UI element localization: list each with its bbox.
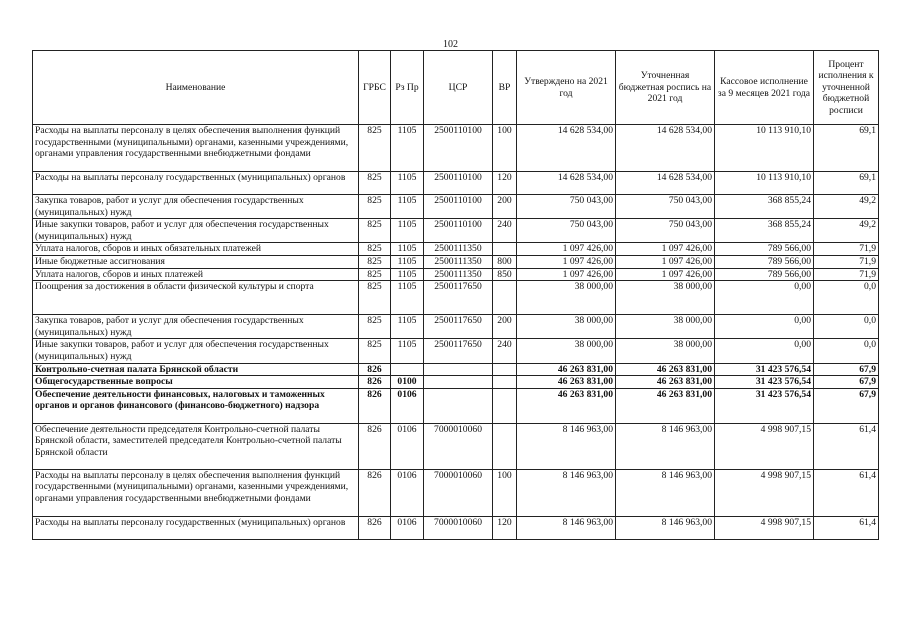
cell-csr: 2500111350 xyxy=(424,255,493,268)
cell-grbs: 826 xyxy=(359,469,391,516)
cell-grbs: 825 xyxy=(359,125,391,172)
cell-vr: 850 xyxy=(493,268,517,281)
cell-cash: 789 566,00 xyxy=(715,268,814,281)
cell-rzpr: 0106 xyxy=(391,388,424,423)
cell-rzpr: 1105 xyxy=(391,125,424,172)
cell-percent: 0,0 xyxy=(814,315,879,339)
cell-approved: 1 097 426,00 xyxy=(517,255,616,268)
cell-name: Закупка товаров, работ и услуг для обеспечения государственных (муниципальных) нужд xyxy=(33,315,359,339)
cell-approved: 38 000,00 xyxy=(517,315,616,339)
cell-refined: 46 263 831,00 xyxy=(616,388,715,423)
col-header-approved: Утверждено на 2021 год xyxy=(517,51,616,125)
cell-cash: 789 566,00 xyxy=(715,255,814,268)
cell-rzpr: 1105 xyxy=(391,195,424,219)
cell-refined: 750 043,00 xyxy=(616,195,715,219)
cell-approved: 38 000,00 xyxy=(517,281,616,315)
cell-refined: 46 263 831,00 xyxy=(616,363,715,376)
cell-percent: 49,2 xyxy=(814,219,879,243)
cell-csr: 7000010060 xyxy=(424,469,493,516)
cell-vr xyxy=(493,243,517,256)
cell-refined: 14 628 534,00 xyxy=(616,125,715,172)
cell-grbs: 825 xyxy=(359,281,391,315)
cell-approved: 750 043,00 xyxy=(517,219,616,243)
cell-csr: 2500111350 xyxy=(424,243,493,256)
cell-csr: 2500110100 xyxy=(424,172,493,195)
cell-name: Иные закупки товаров, работ и услуг для обеспечения государственных (муниципальных) нужд xyxy=(33,219,359,243)
cell-percent: 67,9 xyxy=(814,388,879,423)
col-header-refined: Уточненная бюджетная роспись на 2021 год xyxy=(616,51,715,125)
cell-csr: 2500117650 xyxy=(424,315,493,339)
cell-approved: 46 263 831,00 xyxy=(517,388,616,423)
col-header-csr: ЦСР xyxy=(424,51,493,125)
cell-approved: 46 263 831,00 xyxy=(517,363,616,376)
cell-name: Контрольно-счетная палата Брянской области xyxy=(33,363,359,376)
cell-rzpr: 1105 xyxy=(391,172,424,195)
cell-name: Расходы на выплаты персоналу в целях обеспечения выполнения функций государственными (муниципальными) органами, казенными учреждениями, органами управления государственными внебюджетными фондами xyxy=(33,125,359,172)
cell-percent: 71,9 xyxy=(814,255,879,268)
cell-percent: 0,0 xyxy=(814,339,879,363)
cell-rzpr: 1105 xyxy=(391,315,424,339)
cell-name: Расходы на выплаты персоналу в целях обеспечения выполнения функций государственными (муниципальными) органами, казенными учреждениями, органами управления государственными внебюджетными фондами xyxy=(33,469,359,516)
cell-vr xyxy=(493,388,517,423)
cell-name: Уплата налогов, сборов и иных обязательных платежей xyxy=(33,243,359,256)
table-row xyxy=(33,219,879,243)
cell-vr: 240 xyxy=(493,339,517,363)
cell-grbs: 825 xyxy=(359,339,391,363)
cell-refined: 1 097 426,00 xyxy=(616,268,715,281)
table-row xyxy=(33,423,879,469)
cell-percent: 71,9 xyxy=(814,243,879,256)
col-header-grbs: ГРБС xyxy=(359,51,391,125)
cell-rzpr: 0106 xyxy=(391,516,424,539)
cell-approved: 8 146 963,00 xyxy=(517,423,616,469)
col-header-cash: Кассовое исполнение за 9 месяцев 2021 года xyxy=(715,51,814,125)
cell-vr: 120 xyxy=(493,516,517,539)
cell-percent: 71,9 xyxy=(814,268,879,281)
cell-vr: 100 xyxy=(493,469,517,516)
cell-csr: 2500110100 xyxy=(424,195,493,219)
cell-vr xyxy=(493,281,517,315)
cell-percent: 61,4 xyxy=(814,423,879,469)
cell-approved: 1 097 426,00 xyxy=(517,268,616,281)
col-header-percent: Процент исполнения к уточненной бюджетной росписи xyxy=(814,51,879,125)
cell-percent: 61,4 xyxy=(814,469,879,516)
cell-percent: 69,1 xyxy=(814,172,879,195)
cell-grbs: 826 xyxy=(359,388,391,423)
cell-vr: 100 xyxy=(493,125,517,172)
cell-refined: 750 043,00 xyxy=(616,219,715,243)
cell-cash: 368 855,24 xyxy=(715,195,814,219)
cell-cash: 4 998 907,15 xyxy=(715,423,814,469)
cell-name: Расходы на выплаты персоналу государственных (муниципальных) органов xyxy=(33,172,359,195)
cell-approved: 8 146 963,00 xyxy=(517,469,616,516)
cell-approved: 46 263 831,00 xyxy=(517,376,616,389)
cell-approved: 750 043,00 xyxy=(517,195,616,219)
table-row xyxy=(33,243,879,256)
cell-approved: 38 000,00 xyxy=(517,339,616,363)
table-row xyxy=(33,172,879,195)
cell-csr: 2500110100 xyxy=(424,219,493,243)
page-number: 102 xyxy=(443,39,458,50)
cell-approved: 14 628 534,00 xyxy=(517,172,616,195)
cell-vr: 200 xyxy=(493,315,517,339)
cell-csr: 2500117650 xyxy=(424,281,493,315)
cell-rzpr: 1105 xyxy=(391,243,424,256)
table-row xyxy=(33,255,879,268)
cell-percent: 67,9 xyxy=(814,363,879,376)
cell-refined: 38 000,00 xyxy=(616,339,715,363)
cell-csr xyxy=(424,376,493,389)
cell-grbs: 826 xyxy=(359,363,391,376)
cell-rzpr xyxy=(391,363,424,376)
cell-percent: 69,1 xyxy=(814,125,879,172)
cell-vr: 120 xyxy=(493,172,517,195)
table-row xyxy=(33,315,879,339)
cell-grbs: 825 xyxy=(359,219,391,243)
cell-cash: 10 113 910,10 xyxy=(715,125,814,172)
cell-grbs: 826 xyxy=(359,376,391,389)
table-row xyxy=(33,281,879,315)
cell-csr: 2500117650 xyxy=(424,339,493,363)
cell-refined: 38 000,00 xyxy=(616,281,715,315)
cell-vr xyxy=(493,363,517,376)
cell-approved: 14 628 534,00 xyxy=(517,125,616,172)
cell-cash: 31 423 576,54 xyxy=(715,388,814,423)
cell-percent: 61,4 xyxy=(814,516,879,539)
cell-vr: 800 xyxy=(493,255,517,268)
cell-cash: 0,00 xyxy=(715,281,814,315)
budget-execution-table xyxy=(32,50,879,540)
cell-refined: 8 146 963,00 xyxy=(616,516,715,539)
cell-name: Поощрения за достижения в области физической культуры и спорта xyxy=(33,281,359,315)
cell-vr: 240 xyxy=(493,219,517,243)
cell-csr: 2500110100 xyxy=(424,125,493,172)
cell-rzpr: 1105 xyxy=(391,219,424,243)
cell-vr xyxy=(493,376,517,389)
cell-rzpr: 0100 xyxy=(391,376,424,389)
cell-cash: 31 423 576,54 xyxy=(715,376,814,389)
cell-csr: 7000010060 xyxy=(424,423,493,469)
table-body xyxy=(33,125,879,540)
cell-rzpr: 1105 xyxy=(391,268,424,281)
cell-name: Иные бюджетные ассигнования xyxy=(33,255,359,268)
cell-refined: 1 097 426,00 xyxy=(616,255,715,268)
cell-refined: 46 263 831,00 xyxy=(616,376,715,389)
cell-name: Закупка товаров, работ и услуг для обеспечения государственных (муниципальных) нужд xyxy=(33,195,359,219)
cell-percent: 0,0 xyxy=(814,281,879,315)
col-header-rzpr: Рз Пр xyxy=(391,51,424,125)
cell-grbs: 825 xyxy=(359,315,391,339)
cell-refined: 14 628 534,00 xyxy=(616,172,715,195)
cell-cash: 4 998 907,15 xyxy=(715,469,814,516)
cell-name: Расходы на выплаты персоналу государственных (муниципальных) органов xyxy=(33,516,359,539)
table-row xyxy=(33,363,879,376)
cell-csr xyxy=(424,388,493,423)
cell-name: Уплата налогов, сборов и иных платежей xyxy=(33,268,359,281)
cell-refined: 8 146 963,00 xyxy=(616,469,715,516)
cell-grbs: 825 xyxy=(359,243,391,256)
cell-refined: 1 097 426,00 xyxy=(616,243,715,256)
cell-cash: 4 998 907,15 xyxy=(715,516,814,539)
cell-name: Обеспечение деятельности финансовых, налоговых и таможенных органов и органов финансового (финансово-бюджетного) надзора xyxy=(33,388,359,423)
cell-cash: 0,00 xyxy=(715,315,814,339)
cell-rzpr: 1105 xyxy=(391,339,424,363)
col-header-name: Наименование xyxy=(33,51,359,125)
cell-grbs: 825 xyxy=(359,268,391,281)
cell-grbs: 826 xyxy=(359,423,391,469)
cell-vr xyxy=(493,423,517,469)
cell-rzpr: 0106 xyxy=(391,469,424,516)
cell-refined: 8 146 963,00 xyxy=(616,423,715,469)
cell-grbs: 825 xyxy=(359,255,391,268)
cell-csr: 2500111350 xyxy=(424,268,493,281)
table-row xyxy=(33,339,879,363)
table-row xyxy=(33,376,879,389)
cell-name: Общегосударственные вопросы xyxy=(33,376,359,389)
cell-percent: 67,9 xyxy=(814,376,879,389)
cell-csr: 7000010060 xyxy=(424,516,493,539)
cell-rzpr: 1105 xyxy=(391,255,424,268)
cell-grbs: 825 xyxy=(359,172,391,195)
table-row xyxy=(33,125,879,172)
cell-approved: 1 097 426,00 xyxy=(517,243,616,256)
cell-approved: 8 146 963,00 xyxy=(517,516,616,539)
cell-cash: 368 855,24 xyxy=(715,219,814,243)
table-row xyxy=(33,388,879,423)
cell-grbs: 826 xyxy=(359,516,391,539)
cell-cash: 0,00 xyxy=(715,339,814,363)
cell-percent: 49,2 xyxy=(814,195,879,219)
cell-cash: 10 113 910,10 xyxy=(715,172,814,195)
table-row xyxy=(33,516,879,539)
table-row xyxy=(33,195,879,219)
table-row xyxy=(33,268,879,281)
col-header-vr: ВР xyxy=(493,51,517,125)
cell-vr: 200 xyxy=(493,195,517,219)
cell-rzpr: 1105 xyxy=(391,281,424,315)
cell-csr xyxy=(424,363,493,376)
cell-grbs: 825 xyxy=(359,195,391,219)
cell-name: Обеспечение деятельности председателя Контрольно-счетной палаты Брянской области, заместителей председателя Контрольно-счетной палаты Брянской области xyxy=(33,423,359,469)
header-row xyxy=(33,51,879,125)
cell-rzpr: 0106 xyxy=(391,423,424,469)
cell-refined: 38 000,00 xyxy=(616,315,715,339)
table-row xyxy=(33,469,879,516)
cell-cash: 789 566,00 xyxy=(715,243,814,256)
cell-name: Иные закупки товаров, работ и услуг для обеспечения государственных (муниципальных) нужд xyxy=(33,339,359,363)
cell-cash: 31 423 576,54 xyxy=(715,363,814,376)
